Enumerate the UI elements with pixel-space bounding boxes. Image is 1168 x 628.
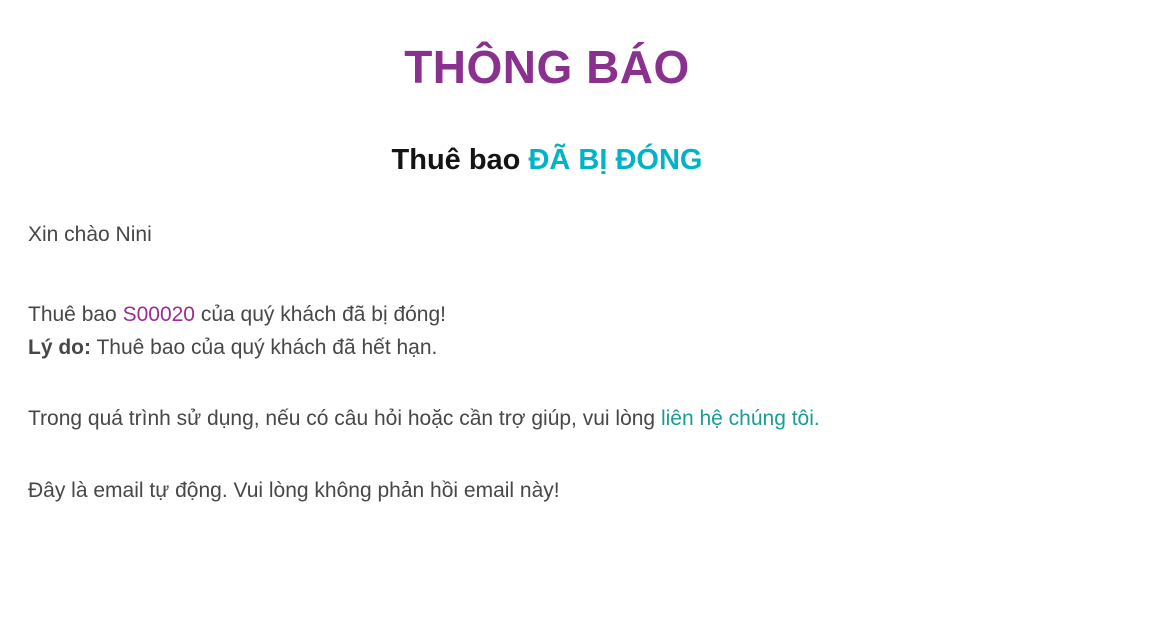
subscription-status-text: ĐÃ BỊ ĐÓNG xyxy=(528,144,703,176)
help-prefix: Trong quá trình sử dụng, nếu có câu hỏi hoặc cần trợ giúp, vui lòng xyxy=(28,407,661,430)
reason-label: Lý do: xyxy=(28,336,91,359)
subscription-code-link[interactable]: S00020 xyxy=(122,303,195,326)
help-paragraph xyxy=(28,402,1066,435)
auto-email-note: Đây là email tự động. Vui lòng không phản hồi email này! xyxy=(28,479,560,502)
email-body xyxy=(0,40,1066,507)
page-title: THÔNG BÁO xyxy=(404,41,690,93)
subscription-suffix: của quý khách đã bị đóng! xyxy=(194,303,446,326)
subscription-paragraph xyxy=(28,298,1066,364)
contact-us-link[interactable]: liên hệ chúng tôi. xyxy=(660,407,820,430)
greeting-text: Xin chào Nini xyxy=(28,223,152,246)
reason-text: Thuê bao của quý khách đã hết hạn. xyxy=(91,336,438,359)
notice-subtitle xyxy=(28,143,1066,177)
subtitle-prefix: Thuê bao xyxy=(391,144,529,176)
subscription-prefix: Thuê bao xyxy=(28,303,123,326)
